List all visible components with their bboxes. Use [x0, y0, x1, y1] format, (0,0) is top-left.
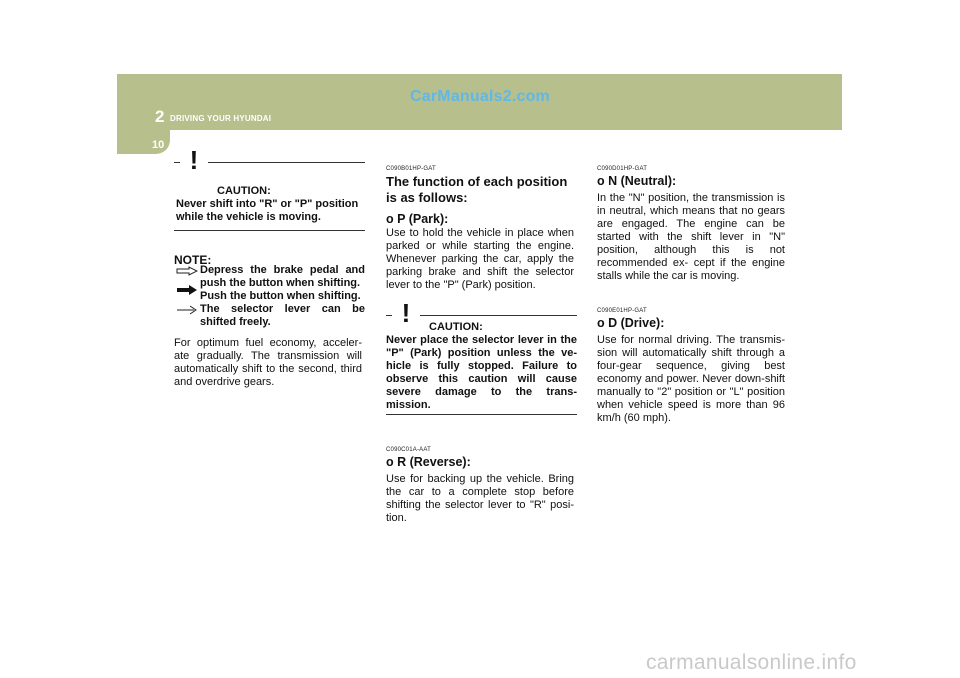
caution-rule — [174, 162, 180, 163]
section-code: C090D01HP-GAT — [597, 166, 648, 172]
arrow-outline-icon — [176, 266, 198, 276]
caution-rule — [208, 162, 365, 163]
column-2 — [386, 165, 574, 292]
arrow-solid-icon — [176, 285, 198, 295]
section-title: The function of each position is as follows: — [386, 174, 568, 205]
caution-box-park — [386, 301, 577, 415]
note-line-3: The selector lever can be shifted freely. — [200, 303, 365, 328]
reverse-text: Use for backing up the vehicle. Bring the car to a complete stop before shifting the selector lever to "R" posi- tion. — [386, 473, 574, 524]
neutral-section — [597, 165, 785, 283]
svg-text:!: ! — [401, 301, 411, 325]
section-code: C090C01A-AAT — [386, 447, 431, 453]
chapter-title: DRIVING YOUR HYUNDAI — [170, 114, 272, 123]
section-code: C090B01HP-GAT — [386, 166, 436, 172]
section-code: C090E01HP-GAT — [597, 308, 647, 314]
note-line-2: Push the button when shifting. — [200, 290, 361, 302]
park-heading: o P (Park): — [386, 212, 449, 226]
chapter-number: 2 — [155, 107, 165, 126]
arrow-hollow-icon — [176, 305, 198, 315]
neutral-heading: o N (Neutral): — [597, 174, 677, 188]
caution-label: CAUTION: — [217, 185, 271, 197]
drive-text: Use for normal driving. The transmis- sion will automatically shift through a four-gear sequence, giving best economy and power. Never down-shift manually to "2" position or "L" position when vehicle speed is more than 96 km/h (60 mph). — [597, 334, 785, 424]
watermark-link[interactable]: CarManuals2.com — [410, 88, 550, 105]
caution-rule — [420, 315, 577, 316]
warning-triangle-icon — [393, 301, 419, 325]
park-text: Use to hold the vehicle in place when parked or while starting the engine. Whenever parking the car, apply the parking brake and shift the selector lever to the "P" (Park) position. — [386, 227, 574, 291]
warning-triangle-icon — [181, 148, 207, 172]
caution-text: Never place the selector lever in the "P" (Park) position unless the ve- hicle is fully stopped. Failure to observe this caution will cause severe damage to the trans- mission. — [386, 334, 577, 411]
fuel-economy-paragraph: For optimum fuel economy, acceler- ate gradually. The transmission will automatically shift to the second, third and overdrive gears. — [174, 337, 362, 388]
note-line-1: Depress the brake pedal and push the button when shifting. — [200, 264, 365, 289]
caution-rule — [386, 315, 392, 316]
drive-heading: o D (Drive): — [597, 316, 665, 330]
note-heading: NOTE: — [174, 253, 212, 267]
neutral-text: In the "N" position, the transmission is in neutral, which means that no gears are engaged. The engine can be started with the shift lever in "N" position, although this is not recommended ex- cept if the engine stalls while the car is moving. — [597, 192, 785, 282]
caution-box-shift — [174, 148, 365, 231]
footer-logo: carmanualsonline.info — [646, 651, 857, 674]
caution-label: CAUTION: — [429, 321, 483, 333]
reverse-heading: o R (Reverse): — [386, 455, 471, 469]
drive-section — [597, 307, 785, 425]
caution-text: Never shift into "R" or "P" position while the vehicle is moving. — [176, 198, 359, 223]
svg-text:!: ! — [189, 148, 199, 172]
page-number: 10 — [152, 139, 165, 151]
reverse-section — [386, 446, 574, 525]
